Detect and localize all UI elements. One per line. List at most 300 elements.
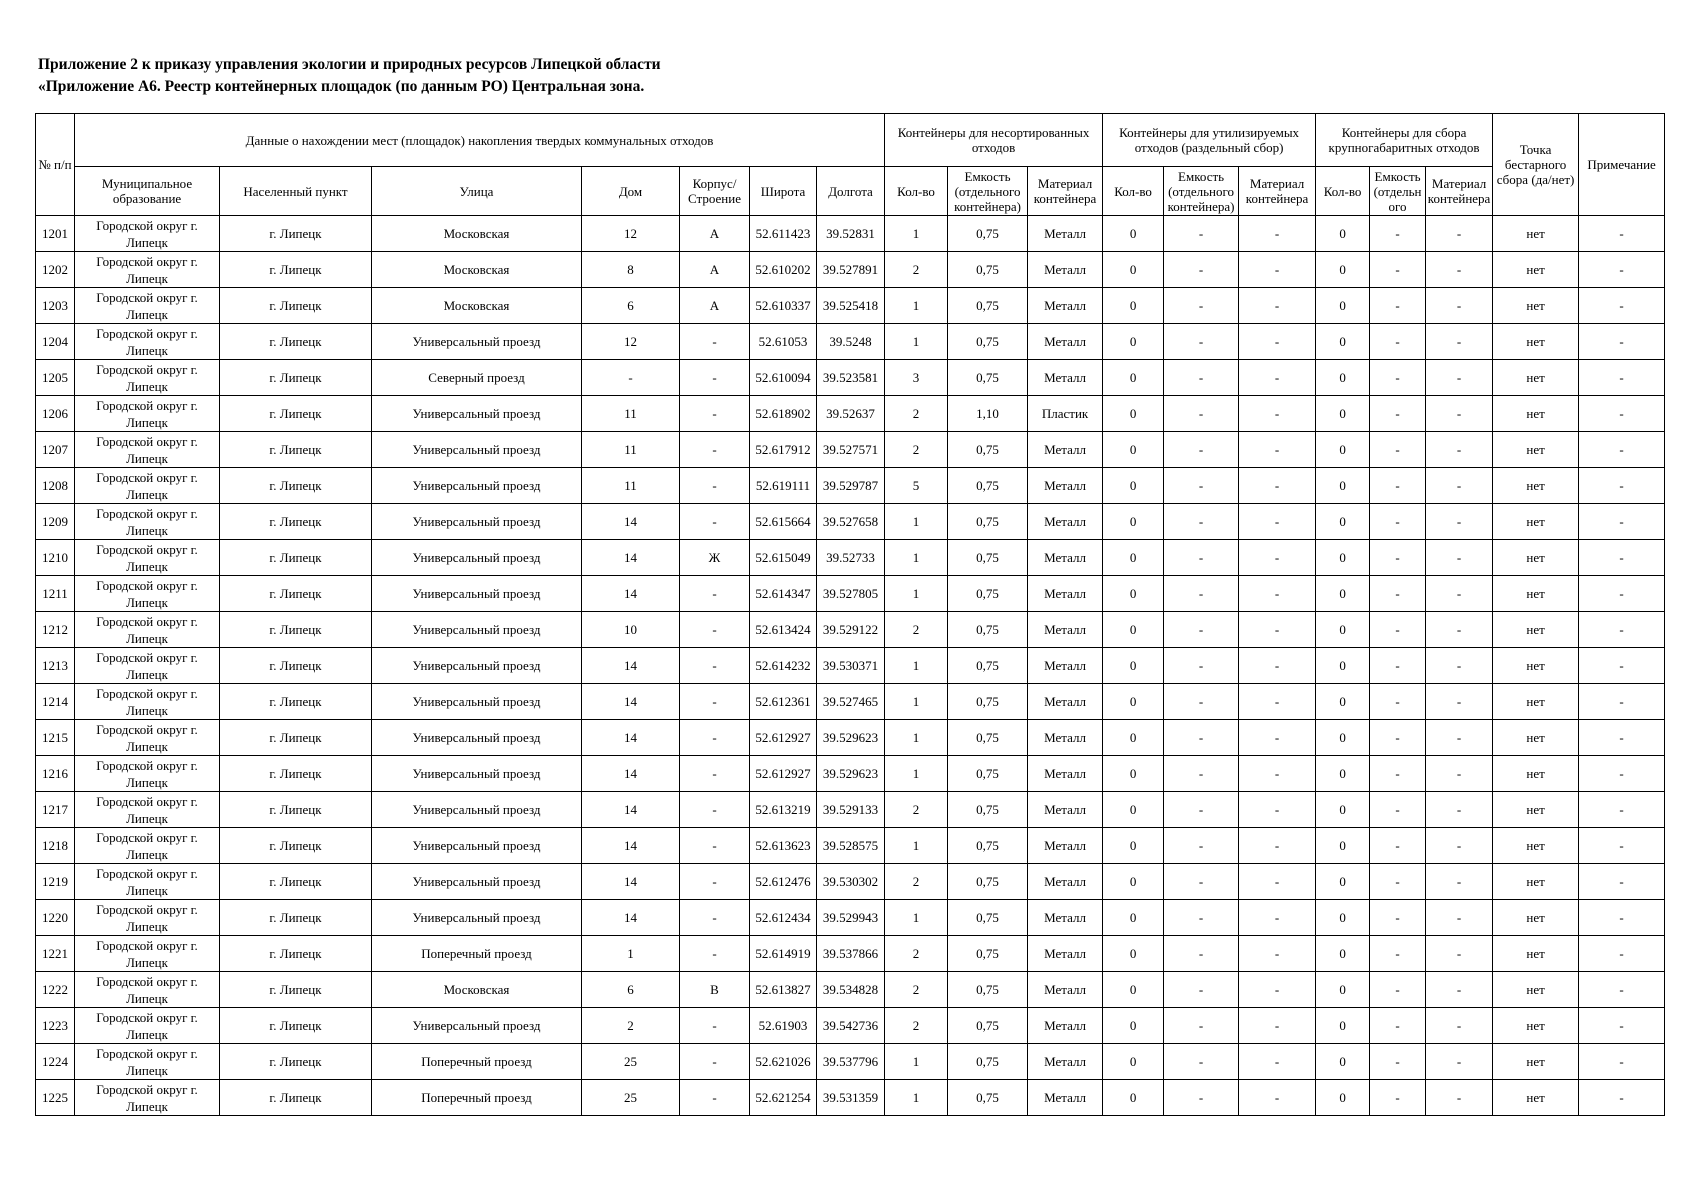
cell-bulky-qty: 0 [1316, 900, 1370, 936]
table-row [36, 540, 1665, 576]
cell-building: Ж [680, 540, 750, 576]
cell-bulky-qty: 0 [1316, 936, 1370, 972]
cell-note: - [1579, 684, 1665, 720]
table-row [36, 828, 1665, 864]
cell-latitude: 52.619111 [750, 468, 817, 504]
cell-building: - [680, 828, 750, 864]
cell-longitude: 39.52637 [817, 396, 885, 432]
cell-latitude: 52.613219 [750, 792, 817, 828]
cell-municipality: Городской округ г. Липецк [75, 1044, 220, 1080]
cell-unsorted-material: Металл [1028, 972, 1103, 1008]
cell-recyclable-qty: 0 [1103, 288, 1164, 324]
cell-unsorted-qty: 2 [885, 432, 948, 468]
cell-recyclable-qty: 0 [1103, 792, 1164, 828]
cell-bulky-capacity: - [1370, 936, 1426, 972]
cell-municipality: Городской округ г. Липецк [75, 720, 220, 756]
cell-building: - [680, 720, 750, 756]
cell-recyclable-qty: 0 [1103, 432, 1164, 468]
cell-settlement: г. Липецк [220, 432, 372, 468]
cell-unsorted-capacity: 0,75 [948, 216, 1028, 252]
cell-bulky-capacity: - [1370, 612, 1426, 648]
cell-row-number: 1223 [36, 1008, 75, 1044]
cell-unsorted-capacity: 0,75 [948, 972, 1028, 1008]
cell-recyclable-capacity: - [1164, 828, 1239, 864]
cell-building: - [680, 612, 750, 648]
cell-longitude: 39.52831 [817, 216, 885, 252]
cell-unsorted-qty: 1 [885, 216, 948, 252]
cell-recyclable-capacity: - [1164, 756, 1239, 792]
cell-municipality: Городской округ г. Липецк [75, 684, 220, 720]
cell-bulky-material: - [1426, 504, 1493, 540]
cell-unsorted-qty: 1 [885, 1044, 948, 1080]
cell-bulky-capacity: - [1370, 468, 1426, 504]
cell-house: 25 [582, 1080, 680, 1116]
cell-municipality: Городской округ г. Липецк [75, 756, 220, 792]
cell-bulky-material: - [1426, 252, 1493, 288]
header-building: Корпус/ Строение [680, 167, 750, 216]
cell-unsorted-material: Металл [1028, 252, 1103, 288]
cell-bulky-qty: 0 [1316, 684, 1370, 720]
cell-recyclable-capacity: - [1164, 612, 1239, 648]
cell-settlement: г. Липецк [220, 252, 372, 288]
cell-municipality: Городской округ г. Липецк [75, 468, 220, 504]
cell-bulky-qty: 0 [1316, 792, 1370, 828]
cell-row-number: 1214 [36, 684, 75, 720]
cell-building: - [680, 504, 750, 540]
cell-street: Универсальный проезд [372, 468, 582, 504]
cell-bulky-qty: 0 [1316, 864, 1370, 900]
cell-row-number: 1201 [36, 216, 75, 252]
cell-settlement: г. Липецк [220, 900, 372, 936]
cell-recyclable-qty: 0 [1103, 900, 1164, 936]
cell-building: - [680, 576, 750, 612]
cell-bulky-capacity: - [1370, 792, 1426, 828]
cell-settlement: г. Липецк [220, 756, 372, 792]
cell-note: - [1579, 1044, 1665, 1080]
cell-row-number: 1210 [36, 540, 75, 576]
cell-unsorted-material: Металл [1028, 900, 1103, 936]
header-bulky-group: Контейнеры для сбора крупногабаритных отходов [1316, 114, 1493, 167]
cell-municipality: Городской округ г. Липецк [75, 792, 220, 828]
cell-settlement: г. Липецк [220, 1044, 372, 1080]
cell-unsorted-qty: 1 [885, 756, 948, 792]
cell-recyclable-capacity: - [1164, 900, 1239, 936]
cell-bulky-qty: 0 [1316, 216, 1370, 252]
cell-note: - [1579, 972, 1665, 1008]
cell-house: 10 [582, 612, 680, 648]
cell-bulky-capacity: - [1370, 360, 1426, 396]
header-unsorted-capacity: Емкость (отдельного контейнера) [948, 167, 1028, 216]
cell-municipality: Городской округ г. Липецк [75, 972, 220, 1008]
cell-municipality: Городской округ г. Липецк [75, 864, 220, 900]
cell-settlement: г. Липецк [220, 360, 372, 396]
cell-bulky-capacity: - [1370, 432, 1426, 468]
cell-bagless: нет [1493, 720, 1579, 756]
cell-bagless: нет [1493, 1044, 1579, 1080]
cell-house: 25 [582, 1044, 680, 1080]
cell-longitude: 39.537796 [817, 1044, 885, 1080]
cell-note: - [1579, 792, 1665, 828]
cell-latitude: 52.61053 [750, 324, 817, 360]
cell-recyclable-qty: 0 [1103, 756, 1164, 792]
cell-unsorted-material: Металл [1028, 504, 1103, 540]
cell-bulky-qty: 0 [1316, 972, 1370, 1008]
cell-recyclable-qty: 0 [1103, 324, 1164, 360]
cell-bagless: нет [1493, 972, 1579, 1008]
cell-settlement: г. Липецк [220, 324, 372, 360]
cell-unsorted-capacity: 0,75 [948, 720, 1028, 756]
cell-municipality: Городской округ г. Липецк [75, 1080, 220, 1116]
cell-bagless: нет [1493, 612, 1579, 648]
cell-bulky-capacity: - [1370, 288, 1426, 324]
cell-settlement: г. Липецк [220, 288, 372, 324]
cell-settlement: г. Липецк [220, 504, 372, 540]
header-recyclable-capacity: Емкость (отдельного контейнера) [1164, 167, 1239, 216]
cell-municipality: Городской округ г. Липецк [75, 900, 220, 936]
cell-house: 6 [582, 288, 680, 324]
cell-unsorted-material: Металл [1028, 1008, 1103, 1044]
cell-recyclable-material: - [1239, 864, 1316, 900]
cell-bulky-material: - [1426, 612, 1493, 648]
cell-latitude: 52.612361 [750, 684, 817, 720]
cell-street: Московская [372, 216, 582, 252]
cell-bagless: нет [1493, 540, 1579, 576]
cell-note: - [1579, 288, 1665, 324]
cell-unsorted-capacity: 0,75 [948, 828, 1028, 864]
table-row [36, 468, 1665, 504]
cell-unsorted-capacity: 0,75 [948, 540, 1028, 576]
cell-recyclable-qty: 0 [1103, 1080, 1164, 1116]
cell-recyclable-qty: 0 [1103, 936, 1164, 972]
cell-bulky-capacity: - [1370, 396, 1426, 432]
table-body [36, 216, 1665, 1116]
cell-unsorted-material: Металл [1028, 684, 1103, 720]
cell-unsorted-qty: 2 [885, 396, 948, 432]
cell-row-number: 1208 [36, 468, 75, 504]
cell-note: - [1579, 648, 1665, 684]
cell-bulky-material: - [1426, 972, 1493, 1008]
cell-street: Универсальный проезд [372, 576, 582, 612]
cell-row-number: 1203 [36, 288, 75, 324]
cell-recyclable-capacity: - [1164, 468, 1239, 504]
cell-note: - [1579, 1080, 1665, 1116]
cell-house: 14 [582, 684, 680, 720]
table-row [36, 684, 1665, 720]
cell-recyclable-material: - [1239, 936, 1316, 972]
cell-street: Поперечный проезд [372, 1080, 582, 1116]
cell-recyclable-material: - [1239, 756, 1316, 792]
cell-note: - [1579, 1008, 1665, 1044]
cell-recyclable-qty: 0 [1103, 828, 1164, 864]
cell-row-number: 1225 [36, 1080, 75, 1116]
cell-municipality: Городской округ г. Липецк [75, 828, 220, 864]
cell-building: - [680, 396, 750, 432]
cell-unsorted-qty: 2 [885, 252, 948, 288]
cell-recyclable-capacity: - [1164, 396, 1239, 432]
cell-recyclable-capacity: - [1164, 252, 1239, 288]
cell-bulky-qty: 0 [1316, 756, 1370, 792]
cell-row-number: 1218 [36, 828, 75, 864]
cell-bagless: нет [1493, 396, 1579, 432]
cell-longitude: 39.534828 [817, 972, 885, 1008]
cell-unsorted-qty: 1 [885, 684, 948, 720]
cell-unsorted-capacity: 0,75 [948, 252, 1028, 288]
cell-recyclable-capacity: - [1164, 576, 1239, 612]
cell-house: 6 [582, 972, 680, 1008]
cell-note: - [1579, 936, 1665, 972]
table-row [36, 972, 1665, 1008]
cell-latitude: 52.612476 [750, 864, 817, 900]
cell-note: - [1579, 900, 1665, 936]
cell-recyclable-qty: 0 [1103, 252, 1164, 288]
cell-house: 8 [582, 252, 680, 288]
cell-latitude: 52.610094 [750, 360, 817, 396]
cell-recyclable-capacity: - [1164, 972, 1239, 1008]
heading-line-1: Приложение 2 к приказу управления экологии и природных ресурсов Липецкой области [38, 56, 661, 73]
cell-unsorted-capacity: 0,75 [948, 360, 1028, 396]
table-row [36, 864, 1665, 900]
cell-street: Поперечный проезд [372, 936, 582, 972]
cell-bagless: нет [1493, 504, 1579, 540]
cell-recyclable-capacity: - [1164, 360, 1239, 396]
cell-street: Универсальный проезд [372, 324, 582, 360]
cell-bagless: нет [1493, 864, 1579, 900]
cell-street: Универсальный проезд [372, 792, 582, 828]
cell-row-number: 1206 [36, 396, 75, 432]
cell-building: - [680, 1044, 750, 1080]
cell-house: 11 [582, 432, 680, 468]
cell-unsorted-capacity: 0,75 [948, 504, 1028, 540]
cell-note: - [1579, 360, 1665, 396]
cell-longitude: 39.527658 [817, 504, 885, 540]
header-unsorted-material: Материал контейнера [1028, 167, 1103, 216]
cell-unsorted-qty: 1 [885, 540, 948, 576]
cell-bulky-material: - [1426, 756, 1493, 792]
cell-bulky-material: - [1426, 216, 1493, 252]
cell-house: 14 [582, 540, 680, 576]
cell-recyclable-capacity: - [1164, 936, 1239, 972]
table-row [36, 216, 1665, 252]
cell-unsorted-qty: 1 [885, 288, 948, 324]
cell-recyclable-material: - [1239, 1008, 1316, 1044]
cell-building: А [680, 288, 750, 324]
cell-house: 14 [582, 504, 680, 540]
cell-bulky-qty: 0 [1316, 504, 1370, 540]
table-row [36, 1080, 1665, 1116]
cell-bulky-material: - [1426, 684, 1493, 720]
cell-house: 1 [582, 936, 680, 972]
cell-municipality: Городской округ г. Липецк [75, 612, 220, 648]
cell-recyclable-material: - [1239, 900, 1316, 936]
header-bagless: Точка бестарного сбора (да/нет) [1493, 114, 1579, 216]
cell-settlement: г. Липецк [220, 792, 372, 828]
cell-row-number: 1213 [36, 648, 75, 684]
cell-longitude: 39.529787 [817, 468, 885, 504]
cell-unsorted-capacity: 0,75 [948, 468, 1028, 504]
cell-street: Универсальный проезд [372, 720, 582, 756]
cell-unsorted-material: Металл [1028, 288, 1103, 324]
cell-latitude: 52.613827 [750, 972, 817, 1008]
cell-latitude: 52.614919 [750, 936, 817, 972]
cell-recyclable-qty: 0 [1103, 864, 1164, 900]
cell-unsorted-material: Металл [1028, 576, 1103, 612]
cell-unsorted-capacity: 0,75 [948, 576, 1028, 612]
table-row [36, 936, 1665, 972]
cell-bulky-qty: 0 [1316, 720, 1370, 756]
cell-bulky-capacity: - [1370, 720, 1426, 756]
cell-longitude: 39.530302 [817, 864, 885, 900]
header-num: № п/п [36, 114, 75, 216]
cell-recyclable-capacity: - [1164, 684, 1239, 720]
header-note: Примечание [1579, 114, 1665, 216]
cell-building: - [680, 864, 750, 900]
cell-municipality: Городской округ г. Липецк [75, 504, 220, 540]
cell-bulky-capacity: - [1370, 324, 1426, 360]
cell-bagless: нет [1493, 1080, 1579, 1116]
cell-latitude: 52.615049 [750, 540, 817, 576]
cell-recyclable-capacity: - [1164, 504, 1239, 540]
table-row [36, 648, 1665, 684]
cell-recyclable-qty: 0 [1103, 576, 1164, 612]
cell-unsorted-qty: 2 [885, 972, 948, 1008]
header-bulky-qty: Кол-во [1316, 167, 1370, 216]
cell-bulky-qty: 0 [1316, 360, 1370, 396]
cell-settlement: г. Липецк [220, 396, 372, 432]
cell-longitude: 39.527891 [817, 252, 885, 288]
table-row [36, 504, 1665, 540]
cell-bagless: нет [1493, 324, 1579, 360]
cell-recyclable-capacity: - [1164, 1080, 1239, 1116]
cell-unsorted-qty: 3 [885, 360, 948, 396]
header-location-group: Данные о нахождении мест (площадок) накопления твердых коммунальных отходов [75, 114, 885, 167]
cell-recyclable-capacity: - [1164, 216, 1239, 252]
cell-recyclable-qty: 0 [1103, 216, 1164, 252]
cell-street: Универсальный проезд [372, 684, 582, 720]
cell-bulky-capacity: - [1370, 504, 1426, 540]
cell-unsorted-capacity: 0,75 [948, 684, 1028, 720]
cell-longitude: 39.525418 [817, 288, 885, 324]
cell-bagless: нет [1493, 216, 1579, 252]
cell-bulky-capacity: - [1370, 756, 1426, 792]
cell-longitude: 39.523581 [817, 360, 885, 396]
cell-recyclable-material: - [1239, 576, 1316, 612]
cell-unsorted-material: Металл [1028, 540, 1103, 576]
cell-building: - [680, 432, 750, 468]
cell-municipality: Городской округ г. Липецк [75, 576, 220, 612]
cell-latitude: 52.61903 [750, 1008, 817, 1044]
cell-house: 11 [582, 468, 680, 504]
cell-recyclable-qty: 0 [1103, 1044, 1164, 1080]
cell-note: - [1579, 216, 1665, 252]
cell-longitude: 39.529122 [817, 612, 885, 648]
cell-building: - [680, 684, 750, 720]
cell-unsorted-capacity: 0,75 [948, 324, 1028, 360]
cell-municipality: Городской округ г. Липецк [75, 396, 220, 432]
cell-house: 2 [582, 1008, 680, 1044]
cell-note: - [1579, 612, 1665, 648]
cell-bulky-qty: 0 [1316, 648, 1370, 684]
cell-street: Московская [372, 252, 582, 288]
cell-bulky-capacity: - [1370, 216, 1426, 252]
cell-recyclable-capacity: - [1164, 324, 1239, 360]
cell-latitude: 52.621026 [750, 1044, 817, 1080]
cell-bagless: нет [1493, 756, 1579, 792]
cell-latitude: 52.612927 [750, 756, 817, 792]
cell-longitude: 39.529623 [817, 756, 885, 792]
cell-unsorted-qty: 2 [885, 792, 948, 828]
cell-house: 14 [582, 864, 680, 900]
cell-latitude: 52.618902 [750, 396, 817, 432]
cell-recyclable-material: - [1239, 360, 1316, 396]
cell-unsorted-qty: 1 [885, 828, 948, 864]
cell-house: 14 [582, 900, 680, 936]
table-row [36, 396, 1665, 432]
cell-note: - [1579, 252, 1665, 288]
cell-recyclable-material: - [1239, 612, 1316, 648]
cell-bulky-material: - [1426, 576, 1493, 612]
cell-house: - [582, 360, 680, 396]
cell-unsorted-qty: 1 [885, 504, 948, 540]
cell-recyclable-capacity: - [1164, 864, 1239, 900]
cell-row-number: 1217 [36, 792, 75, 828]
cell-bulky-material: - [1426, 468, 1493, 504]
cell-row-number: 1220 [36, 900, 75, 936]
cell-building: - [680, 360, 750, 396]
cell-bulky-material: - [1426, 1044, 1493, 1080]
cell-municipality: Городской округ г. Липецк [75, 216, 220, 252]
cell-bulky-qty: 0 [1316, 1044, 1370, 1080]
cell-latitude: 52.615664 [750, 504, 817, 540]
cell-street: Поперечный проезд [372, 1044, 582, 1080]
cell-recyclable-material: - [1239, 1080, 1316, 1116]
cell-longitude: 39.530371 [817, 648, 885, 684]
cell-recyclable-capacity: - [1164, 720, 1239, 756]
cell-row-number: 1224 [36, 1044, 75, 1080]
cell-bagless: нет [1493, 288, 1579, 324]
cell-unsorted-capacity: 1,10 [948, 396, 1028, 432]
container-registry-table [35, 113, 1665, 1116]
cell-street: Универсальный проезд [372, 756, 582, 792]
cell-bulky-qty: 0 [1316, 432, 1370, 468]
cell-latitude: 52.610202 [750, 252, 817, 288]
cell-unsorted-material: Металл [1028, 360, 1103, 396]
cell-longitude: 39.527571 [817, 432, 885, 468]
cell-municipality: Городской округ г. Липецк [75, 1008, 220, 1044]
cell-recyclable-material: - [1239, 540, 1316, 576]
cell-bagless: нет [1493, 576, 1579, 612]
cell-bulky-qty: 0 [1316, 1008, 1370, 1044]
cell-unsorted-qty: 2 [885, 1008, 948, 1044]
cell-unsorted-material: Металл [1028, 324, 1103, 360]
cell-row-number: 1202 [36, 252, 75, 288]
cell-row-number: 1212 [36, 612, 75, 648]
table-row [36, 756, 1665, 792]
cell-latitude: 52.614232 [750, 648, 817, 684]
cell-settlement: г. Липецк [220, 1080, 372, 1116]
cell-unsorted-qty: 2 [885, 936, 948, 972]
cell-bagless: нет [1493, 900, 1579, 936]
cell-street: Северный проезд [372, 360, 582, 396]
cell-longitude: 39.529133 [817, 792, 885, 828]
cell-building: - [680, 792, 750, 828]
cell-longitude: 39.527465 [817, 684, 885, 720]
cell-unsorted-capacity: 0,75 [948, 792, 1028, 828]
cell-bulky-capacity: - [1370, 648, 1426, 684]
cell-row-number: 1209 [36, 504, 75, 540]
cell-longitude: 39.52733 [817, 540, 885, 576]
cell-bulky-material: - [1426, 288, 1493, 324]
cell-building: А [680, 216, 750, 252]
